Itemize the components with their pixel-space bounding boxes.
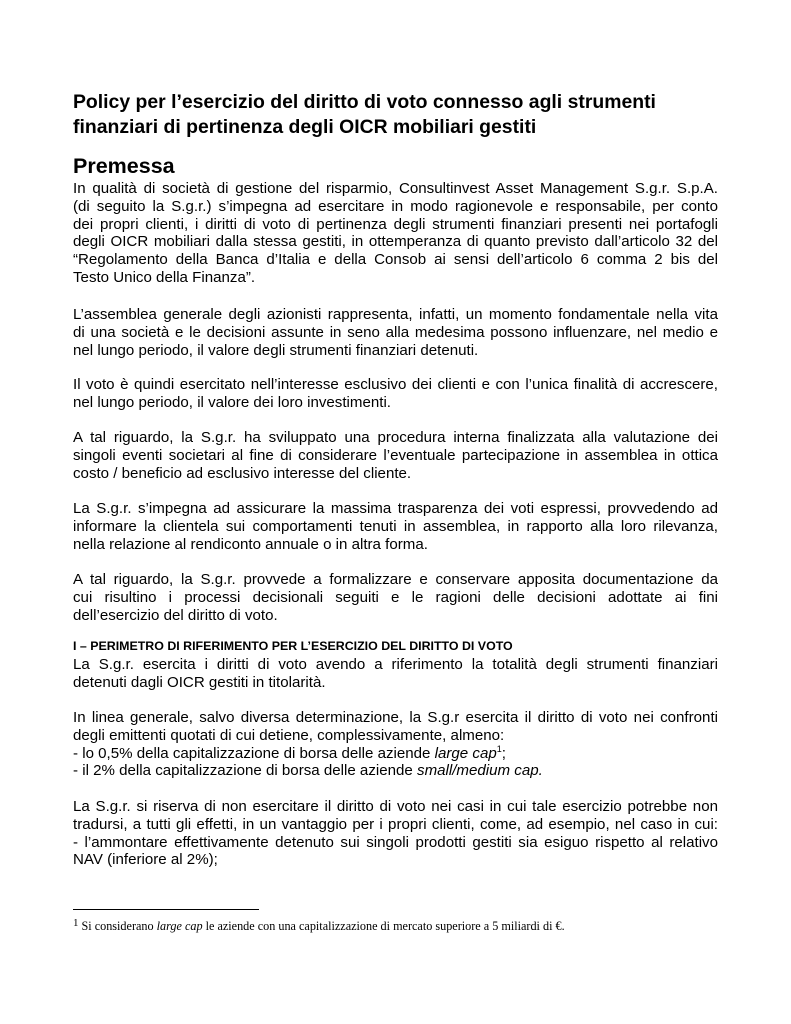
footnote [73,915,565,934]
paragraph-line: dei propri clienti, i diritti di voto di pertinenza degli strumenti finanziari presenti nei portafogli [73,215,718,233]
paragraph-line: singoli eventi societari al fine di considerare l’eventuale partecipazione in assemblea in ottica [73,446,718,464]
bullet-italic-term: small/medium cap. [417,762,543,780]
paragraph-line: A tal riguardo, la S.g.r. ha sviluppato una procedura interna finalizzata alla valutazione dei [73,429,718,446]
heading-premessa: Premessa [73,154,175,178]
footnote-text-suffix: le aziende con una capitalizzazione di mercato superiore a 5 miliardi di €. [202,919,565,933]
paragraph-6 [73,571,718,624]
paragraph-line: degli emittenti quotati di cui detiene, complessivamente, almeno: [73,726,505,744]
paragraph-2 [73,306,718,359]
paragraph-line: A tal riguardo, la S.g.r. provvede a formalizzare e conservare apposita documentazione da [73,571,718,588]
paragraph-line: nel lungo periodo, il valore dei loro investimenti. [73,393,391,411]
paragraph-line: La S.g.r. s’impegna ad assicurare la massima trasparenza dei voti espressi, provvedendo ad [73,500,718,517]
paragraph-line: di una società e le decisioni assunte in seno alla medesima possono influenzare, nel medio e [73,323,718,341]
paragraph-line: nel lungo periodo, il valore degli strumenti finanziari detenuti. [73,341,479,359]
paragraph-4 [73,429,718,482]
paragraph-line: detenuti dagli OICR gestiti in titolarità. [73,673,326,691]
paragraph-line: La S.g.r. si riserva di non esercitare il diritto di voto nei casi in cui tale esercizio potrebbe non [73,798,718,815]
paragraph-line: “Regolamento della Banca d’Italia e della Consob ai sensi dell’articolo 6 comma 2 bis del [73,251,718,269]
paragraph-line: Testo Unico della Finanza”. [73,268,256,286]
footnote-separator [73,909,259,910]
paragraph-line: L’assemblea generale degli azionisti rappresenta, infatti, un momento fondamentale nella vita [73,306,718,323]
paragraph-line: tradursi, a tutti gli effetti, in un vantaggio per i propri clienti, come, ad esempio, nel caso in cui: [73,815,718,833]
paragraph-line: NAV (inferiore al 2%); [73,851,218,869]
footnote-mark: 1 [73,917,79,929]
paragraph-line: In linea generale, salvo diversa determinazione, la S.g.r esercita il diritto di voto nei confronti [73,709,718,726]
paragraph-line: In qualità di società di gestione del risparmio, Consultinvest Asset Management S.g.r. S.p.A. [73,180,718,197]
bullet-text-suffix: ; [501,744,506,762]
document-title [73,90,733,139]
paragraph-1 [73,180,718,287]
paragraph-line: - l’ammontare effettivamente detenuto sui singoli prodotti gestiti sia esiguo rispetto al relativo [73,833,718,851]
bullet-text: - lo 0,5% della capitalizzazione di borsa delle aziende [73,744,435,762]
paragraph-8 [73,709,718,780]
paragraph-line: dell’esercizio del diritto di voto. [73,606,278,624]
bullet-item-small-medium-cap [73,762,718,780]
footnote-reference: 1 [496,743,502,754]
bullet-text: - il 2% della capitalizzazione di borsa delle aziende [73,762,418,780]
title-line-2: finanziari di pertinenza degli OICR mobiliari gestiti [73,115,537,138]
bullet-item-large-cap [73,745,718,763]
paragraph-3 [73,376,718,412]
paragraph-line: informare la clientela sui comportamenti tenuti in assemblea, in rapporto alla loro rilevanza, [73,517,718,535]
paragraph-line: La S.g.r. esercita i diritti di voto avendo a riferimento la totalità degli strumenti finanziari [73,656,718,673]
paragraph-5 [73,500,718,553]
paragraph-7 [73,656,718,692]
footnote-text: Si considerano [81,919,157,933]
paragraph-line: degli OICR mobiliari dalla stessa gestiti, in ottemperanza di quanto previsto dall’articolo 32 del [73,233,718,251]
bullet-italic-term: large cap [434,744,497,762]
paragraph-line: nella relazione al rendiconto annuale o in altra forma. [73,535,428,553]
paragraph-line: costo / beneficio ad esclusivo interesse del cliente. [73,464,412,482]
section-i-title: I – PERIMETRO DI RIFERIMENTO PER L’ESERCIZIO DEL DIRITTO DI VOTO [73,639,513,653]
paragraph-line: cui risultino i processi decisionali seguiti e le ragioni delle decisioni adottate ai fini [73,588,718,606]
paragraph-line: Il voto è quindi esercitato nell’interesse esclusivo dei clienti e con l’unica finalità di accrescere, [73,376,718,393]
title-line-1: Policy per l’esercizio del diritto di voto connesso agli strumenti [73,91,656,113]
paragraph-line: (di seguito la S.g.r.) s’impegna ad esercitare in modo ragionevole e responsabile, per conto [73,197,718,215]
footnote-italic-term: large cap [156,919,203,933]
paragraph-9 [73,798,718,869]
